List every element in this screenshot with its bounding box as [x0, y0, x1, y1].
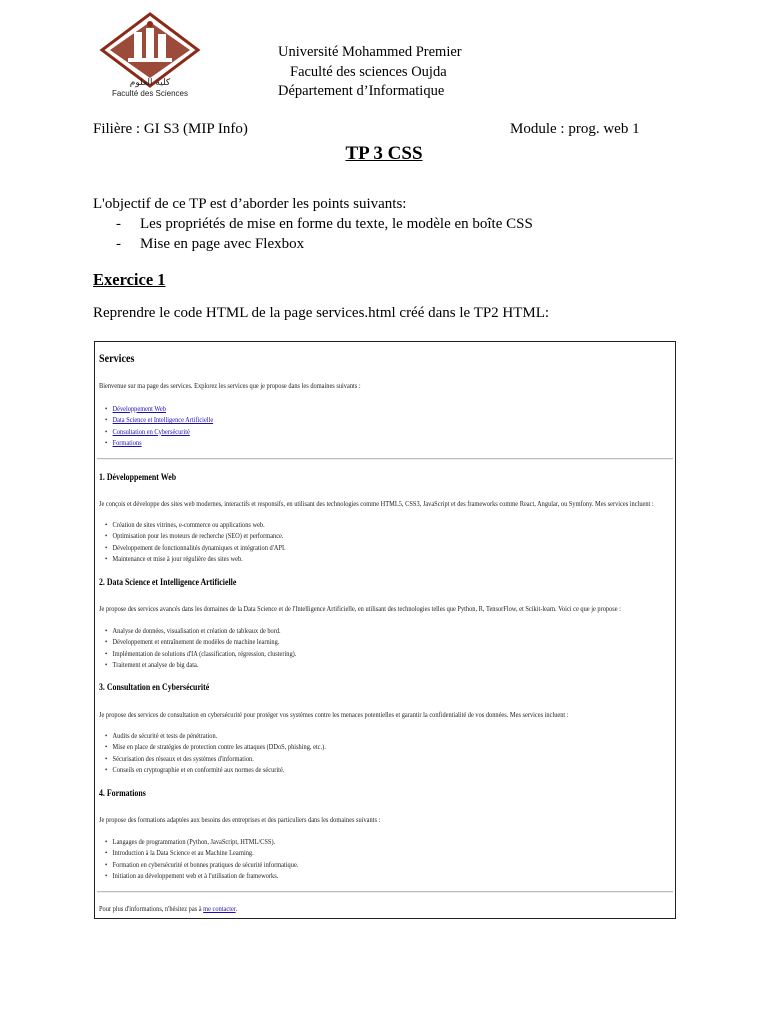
- divider: [97, 458, 673, 460]
- toc-link-formations[interactable]: Formations: [112, 437, 142, 447]
- faculty-name: Faculté des sciences Oujda: [290, 63, 447, 80]
- list-item: • Formation en cybersécurité et bonnes pratiques de sécurité informatique.: [105, 859, 298, 870]
- objective-item: - Les propriétés de mise en forme du texte, le modèle en boîte CSS: [116, 216, 533, 232]
- list-item: • Maintenance et mise à jour régulière des sites web.: [105, 553, 286, 564]
- filiere-label: Filière : GI S3 (MIP Info): [93, 121, 248, 137]
- objectives-list: [116, 215, 533, 254]
- section-list-cybersecurity: [105, 730, 326, 775]
- services-toc: [105, 403, 213, 448]
- section-text-web: Je conçois et développe des sites web modernes, interactifs et responsifs, en utilisant des technologies comme HTML5, CSS3, JavaScript et des frameworks comme React, Angular, ou Symfony. Mes services incluent :: [99, 499, 654, 508]
- section-text-formations: Je propose des formations adaptées aux besoins des entreprises et des particuliers dans les domaines suivants :: [99, 815, 381, 824]
- list-item: • Développement et entraînement de modèles de machine learning.: [105, 636, 296, 647]
- services-heading: Services: [99, 353, 135, 365]
- toc-item: [105, 426, 213, 437]
- list-item: • Mise en place de stratégies de protection contre les attaques (DDoS, phishing, etc.).: [105, 741, 326, 752]
- page-title: TP 3 CSS: [345, 143, 423, 164]
- section-title-data-science: 2. Data Science et Intelligence Artificielle: [99, 578, 237, 588]
- list-item: • Traitement et analyse de big data.: [105, 659, 296, 670]
- module-label: Module : prog. web 1: [510, 121, 640, 137]
- toc-link-data-science[interactable]: Data Science et Intelligence Artificielle: [112, 415, 214, 425]
- contact-link[interactable]: me contacter: [203, 904, 236, 913]
- faculty-logo: [94, 12, 206, 104]
- list-item: • Conseils en cryptographie et en conformité aux normes de sécurité.: [105, 764, 326, 775]
- logo-subtext: Faculté des Sciences: [111, 89, 189, 98]
- section-list-data-science: [105, 625, 296, 670]
- list-item: • Analyse de données, visualisation et création de tableaux de bord.: [105, 625, 296, 636]
- section-title-formations: 4. Formations: [99, 789, 146, 799]
- section-title-web: 1. Développement Web: [99, 473, 177, 483]
- divider: [97, 891, 673, 893]
- department-name: Département d’Informatique: [278, 83, 445, 99]
- footer-text: Pour plus d'informations, n'hésitez pas à me contacter.: [99, 904, 238, 913]
- list-item: • Création de sites vitrines, e-commerce ou applications web.: [105, 519, 286, 530]
- services-page-screenshot: [94, 341, 676, 919]
- section-text-cybersecurity: Je propose des services de consultation en cybersécurité pour protéger vos systèmes contre les menaces potentielles et garantir la confidentialité de vos données. Mes services incluent :: [99, 710, 569, 719]
- list-item: • Initiation au développement web et à l'utilisation de frameworks.: [105, 870, 298, 881]
- toc-item: [105, 403, 213, 414]
- list-item: • Sécurisation des réseaux et des systèmes d'information.: [105, 753, 326, 764]
- objective-item: - Mise en page avec Flexbox: [116, 235, 305, 252]
- toc-item: [105, 437, 213, 448]
- list-item: • Implémentation de solutions d'IA (classification, régression, clustering).: [105, 648, 296, 659]
- toc-item: [105, 414, 213, 425]
- list-item: • Développement de fonctionnalités dynamiques et intégration d'API.: [105, 542, 286, 553]
- welcome-text: Bienvenue sur ma page des services. Explorez les services que je propose dans les domaines suivants :: [99, 381, 361, 390]
- exercise-text: Reprendre le code HTML de la page services.html créé dans le TP2 HTML:: [93, 305, 550, 321]
- list-item: • Audits de sécurité et tests de pénétration.: [105, 730, 326, 741]
- section-list-web: [105, 519, 286, 564]
- section-title-cybersecurity: 3. Consultation en Cybersécurité: [99, 683, 210, 693]
- institution-block: [278, 43, 462, 102]
- exercise-title: Exercice 1: [93, 270, 166, 289]
- intro-text: L'objectif de ce TP est d’aborder les points suivants:: [93, 196, 407, 212]
- list-item: • Langages de programmation (Python, JavaScript, HTML/CSS).: [105, 836, 298, 847]
- university-name: Université Mohammed Premier: [278, 44, 462, 60]
- list-item: • Optimisation pour les moteurs de recherche (SEO) et performance.: [105, 530, 286, 541]
- list-item: • Introduction à la Data Science et au Machine Learning.: [105, 847, 298, 858]
- toc-link-web[interactable]: Développement Web: [112, 404, 166, 413]
- section-text-data-science: Je propose des services avancés dans les domaines de la Data Science et de l'Intelligence Artificielle, en utilisant des technologies telles que Python, R, TensorFlow, et Scikit-learn. Voici ce que je propose :: [99, 604, 621, 613]
- logo-arabic-text: كلية العلوم: [129, 78, 171, 88]
- section-list-formations: [105, 836, 298, 881]
- toc-link-cybersecurity[interactable]: Consultation en Cybersécurité: [112, 426, 190, 436]
